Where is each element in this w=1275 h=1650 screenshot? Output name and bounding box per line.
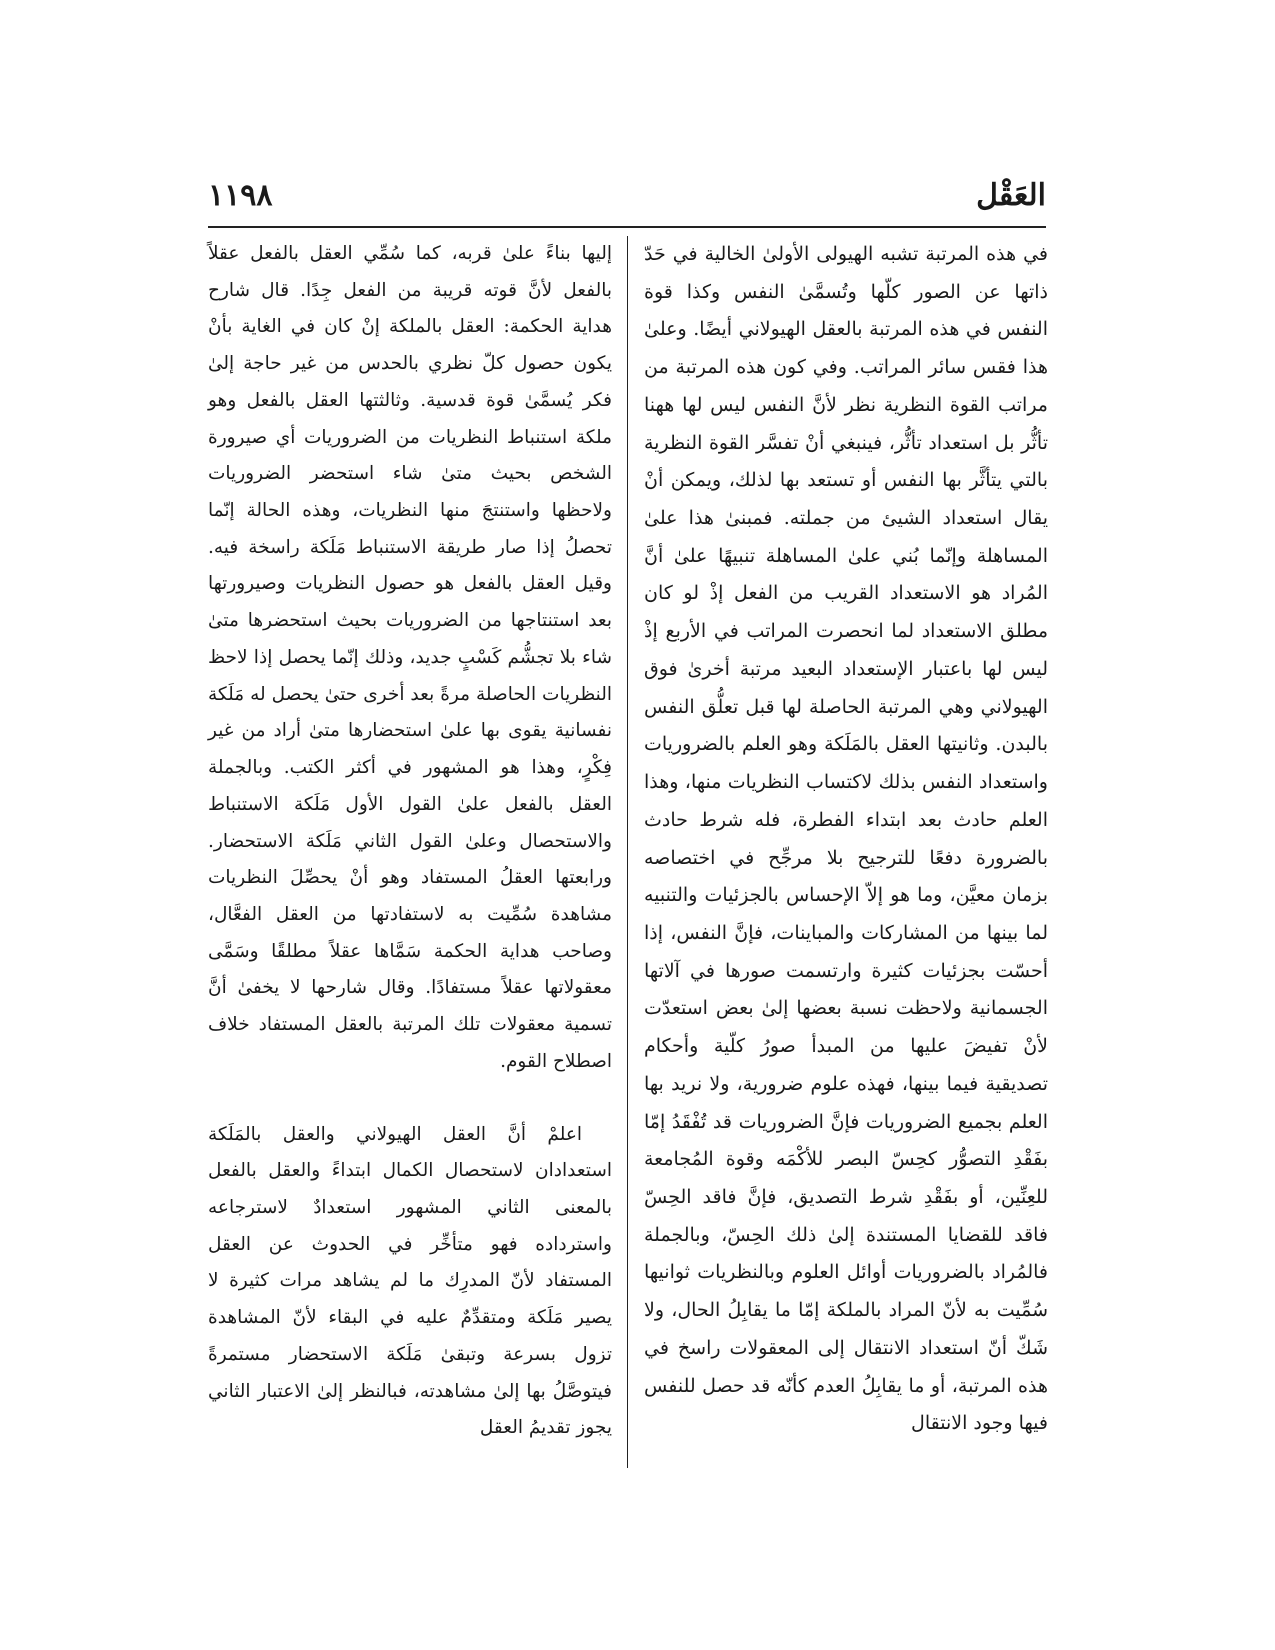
header-rule <box>208 226 1046 228</box>
column-divider <box>627 236 628 1468</box>
left-column-paragraph-1: إليها بناءً علىٰ قربه، كما سُمِّي العقل بالفعل عقلاً بالفعل لأنَّ قوته قريبة من الفعل جِدًا. قال شارح هداية الحكمة: العقل بالملكة إنْ كان في الغاية بأنْ يكون حصول كلّ نظري بالحدس من غير حاجة إلىٰ فكر يُسمَّىٰ قوة قدسية. وثالثتها العقل بالفعل وهو ملكة استنباط النظريات من الضروريات أي صيرورة الشخص بحيث متىٰ شاء استحضر الضروريات ولاحظها واستنتجَ منها النظريات، وهذه الحالة إنّما تحصلُ إذا صار طريقة الاستنباط مَلَكة راسخة فيه. وقيل العقل بالفعل هو حصول النظريات وصيرورتها بعد استنتاجها من الضروريات بحيث استحضرها متىٰ شاء بلا تجشُّم كَسْبٍ جديد، وذلك إنّما يحصل إذا لاحظ النظريات الحاصلة مرةً بعد أخرى حتىٰ يحصل له مَلَكة نفسانية يقوى بها علىٰ استحضارها متىٰ أراد من غير فِكْرٍ، وهذا هو المشهور في أكثر الكتب. وبالجملة العقل بالفعل علىٰ القول الأول مَلَكة الاستنباط والاستحصال وعلىٰ القول الثاني مَلَكة الاستحضار. ورابعتها العقلُ المستفاد وهو أنْ يحصِّلَ النظريات مشاهدة سُمِّيت به لاستفادتها من العقل الفعَّال، وصاحب هداية الحكمة سَمَّاها عقلاً مطلقًا وسَمَّى معقولاتها عقلاً مستفادًا. وقال شارحها لا يخفىٰ أنَّ تسمية معقولات تلك المرتبة بالعقل المستفاد خلاف اصطلاح القوم. <box>208 243 612 1072</box>
page-number: ١١٩٨ <box>208 178 273 213</box>
left-column <box>208 236 612 1447</box>
running-title: العَقْل <box>976 178 1046 213</box>
right-column <box>644 236 1048 1443</box>
page-header <box>208 172 1046 222</box>
right-column-paragraph: في هذه المرتبة تشبه الهيولى الأولىٰ الخالية في حَدّ ذاتها عن الصور كلّها وتُسمَّىٰ النفس وكذا قوة النفس في هذه المرتبة بالعقل الهيولاني أيضًا. وعلىٰ هذا فقس سائر المراتب. وفي كون هذه المرتبة من مراتب القوة النظرية نظر لأنَّ النفس ليس لها ههنا تأثُّر بل استعداد تأثُّر، فينبغي أنْ تفسَّر القوة النظرية بالتي يتأثَّر بها النفس أو تستعد بها لذلك، ويمكن أنْ يقال استعداد الشيئ من جملته. فمبنىٰ هذا علىٰ المساهلة وإنّما بُني علىٰ المساهلة تنبيهًا علىٰ أنَّ المُراد هو الاستعداد القريب من الفعل إذْ لو كان مطلق الاستعداد لما انحصرت المراتب في الأربع إذْ ليس لها باعتبار الإستعداد البعيد مرتبة أخرىٰ فوق الهيولاني وهي المرتبة الحاصلة لها قبل تعلُّق النفس بالبدن. وثانيتها العقل بالمَلَكة وهو العلم بالضروريات واستعداد النفس بذلك لاكتساب النظريات منها، وهذا العلم حادث بعد ابتداء الفطرة، فله شرط حادث بالضرورة دفعًا للترجيح بلا مرجِّح في اختصاصه بزمان معيَّن، وما هو إلاّ الإحساس بالجزئيات والتنبيه لما بينها من المشاركات والمباينات، فإنَّ النفس، إذا أحسّت بجزئيات كثيرة وارتسمت صورها في آلاتها الجسمانية ولاحظت نسبة بعضها إلىٰ بعض استعدّت لأنْ تفيضَ عليها من المبدأ صورُ كلّية وأحكام تصديقية فيما بينها، فهذه علوم ضرورية، ولا نريد بها العلم بجميع الضروريات فإنَّ الضروريات قد تُفْقَدُ إمّا بفَقْدِ التصوُّر كحِسّ البصر للأكْمَه وقوة المُجامعة للعِنِّين، أو بفَقْدِ شرط التصديق، فإنَّ فاقد الحِسّ فاقد للقضايا المستندة إلىٰ ذلك الحِسّ، وبالجملة فالمُراد بالضروريات أوائل العلوم وبالنظريات ثوانيها سُمِّيت به لأنّ المراد بالملكة إمّا ما يقابِلُ الحال، ولا شَكّ أنّ استعداد الانتقال إلى المعقولات راسخ في هذه المرتبة، أو ما يقابِلُ العدم كأنّه قد حصل للنفس فيها وجود الانتقال <box>644 243 1048 1435</box>
left-column-paragraph-2: اعلمْ أنَّ العقل الهيولاني والعقل بالمَلَكة استعدادان لاستحصال الكمال ابتداءً والعقل بالفعل بالمعنى الثاني المشهور استعدادٌ لاسترجاعه واسترداده فهو متأخِّر في الحدوث عن العقل المستفاد لأنّ المدرِك ما لم يشاهد مرات كثيرة لا يصير مَلَكة ومتقدِّمٌ عليه في البقاء لأنّ المشاهدة تزول بسرعة وتبقىٰ مَلَكة الاستحضار مستمرةً فيتوصَّلُ بها إلىٰ مشاهدته، فبالنظر إلىٰ الاعتبار الثاني يجوز تقديمُ العقل <box>208 1123 612 1439</box>
